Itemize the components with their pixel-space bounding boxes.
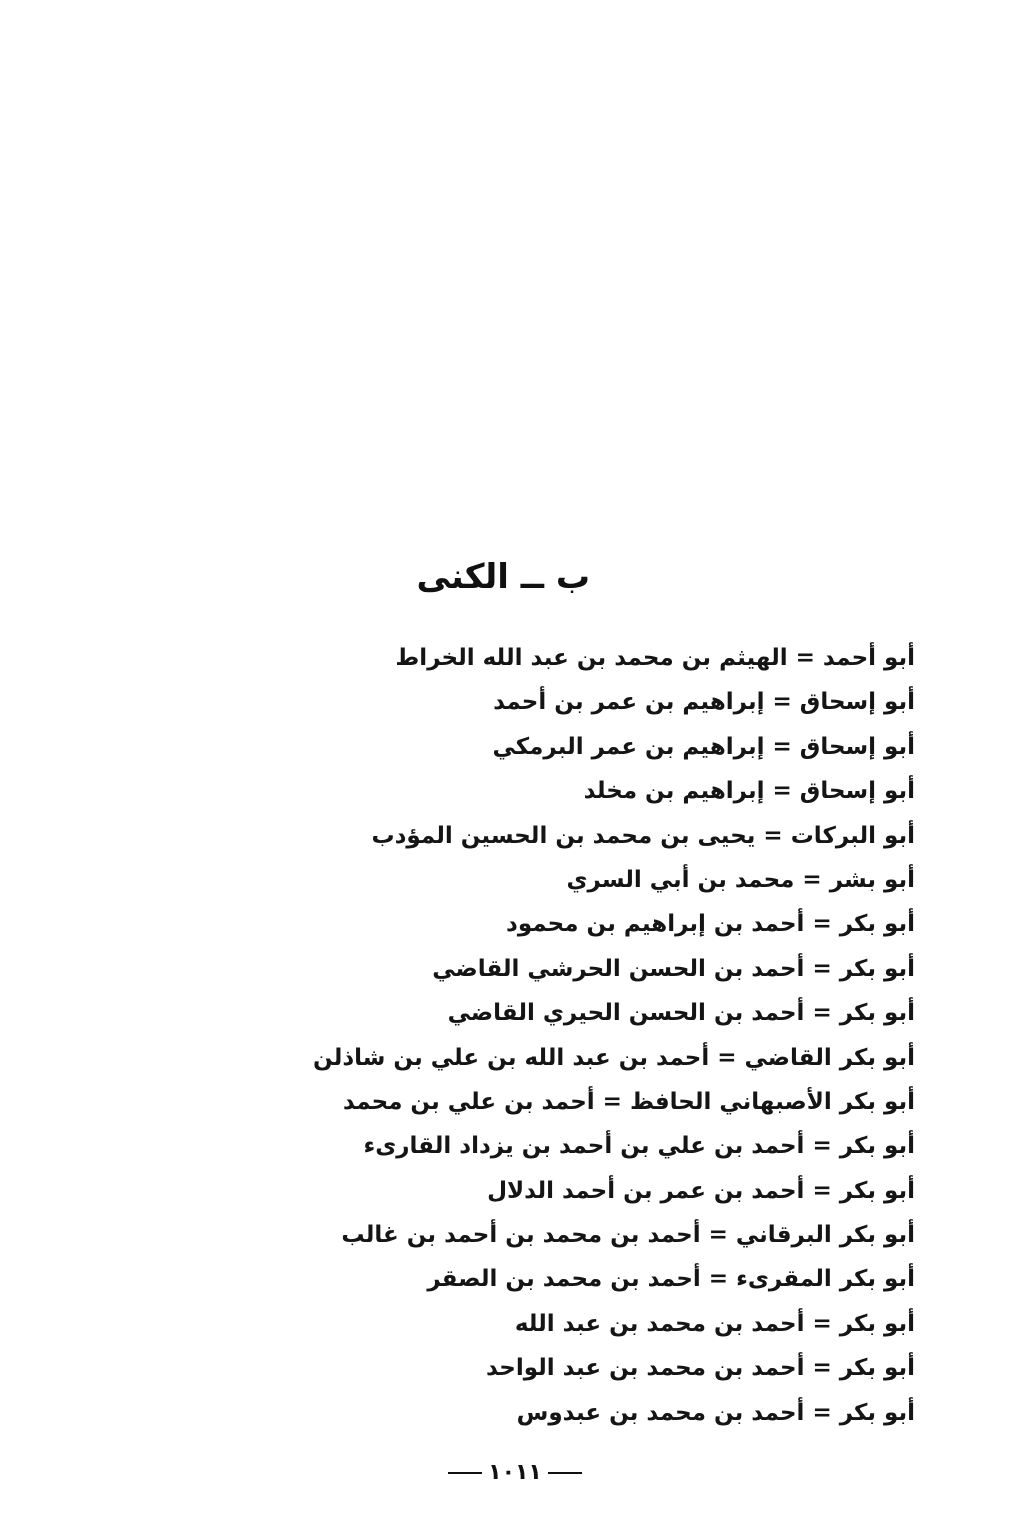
kunya-list <box>313 636 915 1435</box>
list-item: أبو إسحاق = إبراهيم بن مخلد <box>583 778 915 805</box>
list-item: أبو بكر = أحمد بن محمد بن عبد الواحد <box>485 1355 915 1382</box>
list-item: أبو بكر البرقاني = أحمد بن محمد بن أحمد بن غالب <box>341 1222 915 1249</box>
list-item: أبو بكر = أحمد بن علي بن أحمد بن يزداد القارىء <box>363 1133 915 1160</box>
list-item: أبو بكر = أحمد بن الحسن الحرشي القاضي <box>432 955 915 982</box>
list-item: أبو إسحاق = إبراهيم بن عمر بن أحمد <box>493 689 915 716</box>
list-item: أبو بكر = أحمد بن محمد بن عبدوس <box>516 1399 915 1426</box>
list-item: أبو إسحاق = إبراهيم بن عمر البرمكي <box>492 733 915 760</box>
list-item: أبو بكر = أحمد بن عمر بن أحمد الدلال <box>487 1177 915 1204</box>
list-item: أبو بكر = أحمد بن الحسن الحيري القاضي <box>447 1000 915 1027</box>
list-item: أبو بكر المقرىء = أحمد بن محمد بن الصقر <box>427 1266 915 1293</box>
list-item: أبو بكر القاضي = أحمد بن عبد الله بن علي بن شاذلن <box>313 1044 915 1071</box>
list-item: أبو بكر = أحمد بن إبراهيم بن محمود <box>506 911 915 938</box>
page-number-footer <box>0 1458 1030 1488</box>
list-item: أبو بشر = محمد بن أبي السري <box>566 866 915 893</box>
page-number-dash-right <box>548 1472 582 1474</box>
list-item: أبو بكر الأصبهاني الحافظ = أحمد بن علي بن محمد <box>342 1088 915 1115</box>
list-item: أبو أحمد = الهيثم بن محمد بن عبد الله الخراط <box>395 645 915 671</box>
page-number-dash-left <box>448 1472 482 1474</box>
list-item: أبو البركات = يحيى بن محمد بن الحسين المؤدب <box>371 822 915 849</box>
list-item: أبو بكر = أحمد بن محمد بن عبد الله <box>514 1310 915 1337</box>
page-number: ١٠١١ <box>488 1460 542 1485</box>
section-title: ب ــ الكنى <box>416 557 590 597</box>
